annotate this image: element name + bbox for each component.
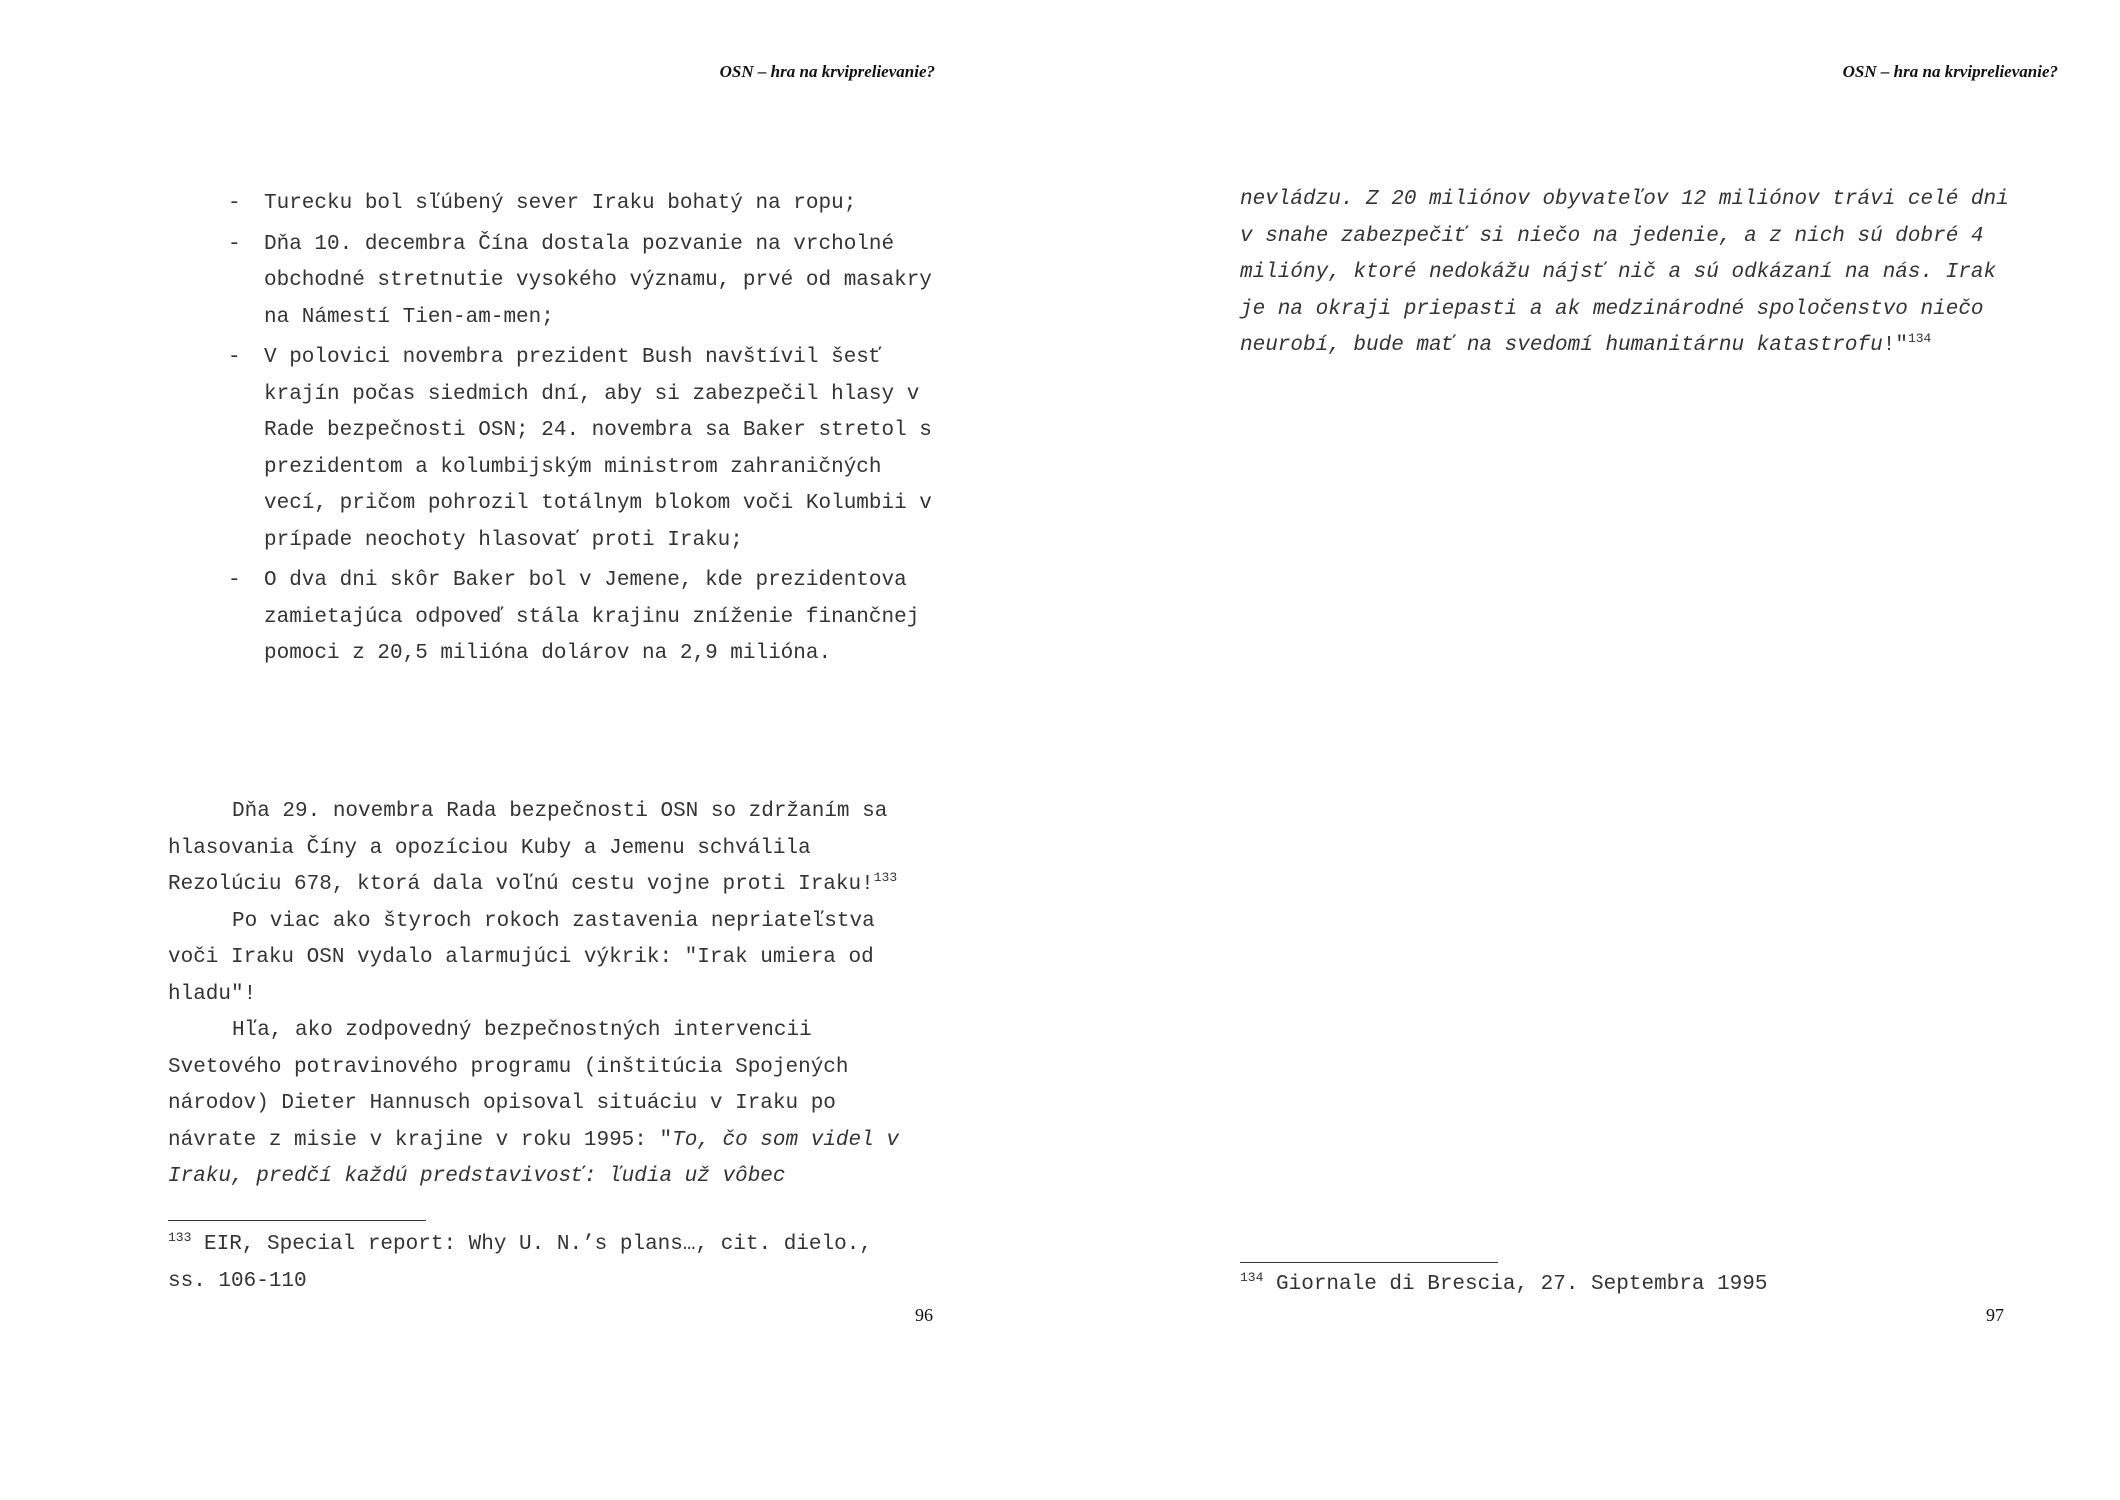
- footnote-number: 134: [1240, 1270, 1264, 1285]
- bullet-list: [228, 186, 948, 677]
- list-item: [228, 186, 948, 223]
- body-text: [168, 794, 928, 1196]
- paragraph: [168, 794, 928, 904]
- footnote: [1240, 1266, 2020, 1303]
- footnote-number: 133: [168, 1230, 192, 1245]
- bullet-text: O dva dni skôr Baker bol v Jemene, kde prezidentova zamietajúca odpoveď stála krajinu zníženie finančnej pomoci z 20,5 milióna dolárov na 2,9 milióna.: [264, 569, 920, 665]
- list-item: [228, 227, 948, 337]
- bullet-marker: -: [228, 192, 241, 215]
- running-header: OSN – hra na krviprelievanie?: [719, 62, 935, 81]
- bullet-marker: -: [228, 346, 241, 369]
- page-number: 97: [1986, 1305, 2004, 1325]
- list-item: [228, 563, 948, 673]
- body-text: [1240, 182, 2020, 365]
- footnote: [168, 1226, 908, 1300]
- bullet-marker: -: [228, 232, 241, 256]
- paragraph: Po viac ako štyroch rokoch zastavenia nepriateľstva voči Iraku OSN vydalo alarmujúci výkrik: "Irak umiera od hladu"!: [168, 909, 875, 1006]
- footnote-ref: 134: [1907, 331, 1932, 346]
- list-item: [228, 340, 948, 559]
- paragraph-text: Hľa, ako zodpovedný bezpečnostných intervencii Svetového potravinového programu (inštitúcia Spojených národov) Dieter Hannusch opisoval situáciu v Iraku po návrate z misie v krajine v roku 1995: ": [168, 1019, 849, 1152]
- footnote-text: EIR, Special report: Why U. N.’s plans…, cit. dielo., ss. 106-110: [168, 1233, 872, 1293]
- page-number: 96: [915, 1305, 933, 1325]
- paragraph-text: Dňa 29. novembra Rada bezpečnosti OSN so zdržaním sa hlasovania Číny a opozíciou Kuby a Jemenu schválila Rezolúciu 678, ktorá dala voľnú cestu vojne proti Iraku!: [168, 800, 888, 896]
- bullet-marker: -: [228, 569, 241, 592]
- footnote-text: Giornale di Brescia, 27. Septembra 1995: [1263, 1273, 1768, 1296]
- quote-text: To, čo som videl v Iraku, predčí každú predstavivosť: ľudia už vôbec: [168, 1128, 899, 1188]
- quote-text: nevládzu. Z 20 miliónov obyvateľov 12 miliónov trávi celé dni v snahe zabezpečiť si niečo na jedenie, a z nich sú dobré 4 milióny, ktoré nedokážu nájsť nič a sú odkázaní na nás. Irak je na okraji priepasti a ak medzinárodné spoločenstvo niečo neurobí, bude mať na svedomí humanitárnu katastrofu: [1240, 188, 2009, 357]
- footnote-ref: 133: [873, 870, 898, 885]
- footnote-divider: [1240, 1262, 1498, 1263]
- bullet-text: V polovici novembra prezident Bush navštívil šesť krajín počas siedmich dní, aby si zabezpečil hlasy v Rade bezpečnosti OSN; 24. novembra sa Baker stretol s prezidentom a kolumbijským ministrom zahraničných vecí, pričom pohrozil totálnym blokom voči Kolumbii v prípade neochoty hlasovať proti Iraku;: [264, 346, 932, 552]
- bullet-text: Turecku bol sľúbený sever Iraku bohatý na ropu;: [264, 192, 857, 215]
- footnote-divider: [168, 1220, 426, 1221]
- paragraph: [168, 1013, 928, 1196]
- quote-end: !": [1882, 334, 1908, 357]
- running-header: OSN – hra na krviprelievanie?: [1842, 62, 2058, 81]
- bullet-text: Dňa 10. decembra Čína dostala pozvanie na vrcholné obchodné stretnutie vysokého významu, prvé od masakry na Námestí Tien-am-men;: [264, 232, 932, 329]
